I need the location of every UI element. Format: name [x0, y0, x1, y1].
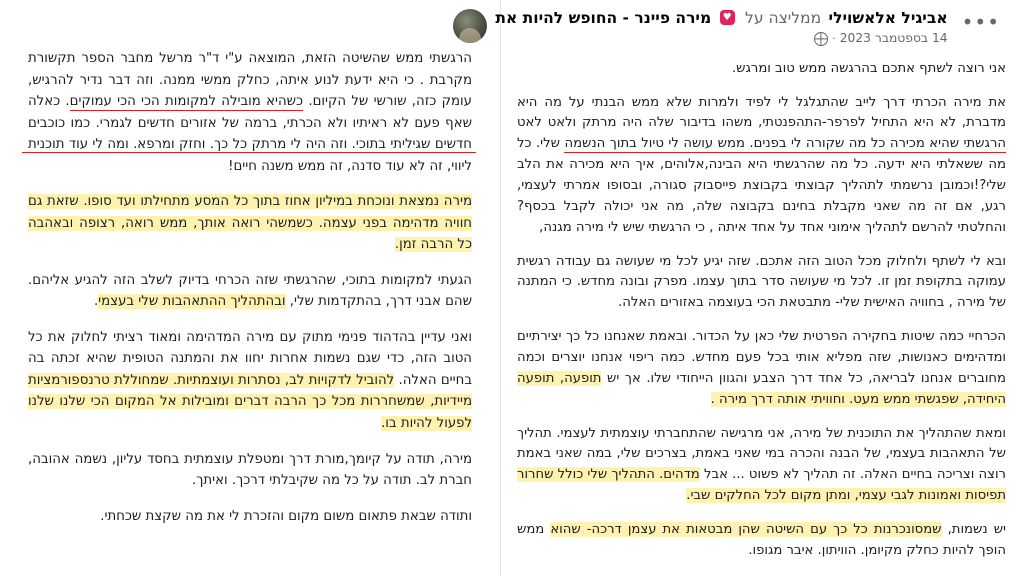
text-segment: . כאלה שאף פעם לא ראיתיו ולא הכרתי, ברמה של אזורים חדשים לגמרי. כמו כוכבים חדשים שגיליתי בתוכי. וזה היה לי מרתק כל כך. וחזק ומרפא. ומה לי עוד תוכנית ליווי, זה לא עוד סדנה, זה ממש משנה חיים!: [28, 94, 472, 174]
post-header-text: [495, 8, 947, 47]
text-segment: את מירה הכרתי דרך לייב שהתגלגל לי לפיד ולמרות שלא ממש הבנתי על מה היא מדברת, לא היא התחיל לפרפר-התהפנטתי, משהו בדיבור שלה היה מרתק ולאט לאט: [517, 94, 1006, 131]
text-segment: שלי. כל מה ששאלתי היא ידעה. כל מה שהרגשתי היא הבינה,אלוהים, איך היא מכירה את הלב שלי?!וכמובן נרשמתי לתהליך קבוצתי בקבוצת פייסבוק סגורה, ובסופו אמרתי לעצמי, רגע, אם זה מה שאני מקבלת בחינם בקבוצה שלה, מה אני יכולה לקבל בכסף? והחלטתי להרשם לתהליך אימוני אחד על אחד איתה , כי הרגשתי שיש לי מירה מגנה,: [517, 136, 1006, 235]
paragraph: [28, 270, 472, 313]
text-segment: מירה, תודה על קיומך,מורת דרך ומטפלת עוצמתית בחסד עליון, נשמה אהובה, חברת לב. תודה על כל מה שקיבלתי דרכך. ואיתך.: [28, 451, 472, 489]
paragraph: [28, 191, 472, 256]
text-segment: ואני עדיין בהדהוד פנימי מתוק עם מירה המדהימה ומאוד רציתי לחלוק את כל הטוב הזה, כדי שגם נשמות אחרות יחוו את והמתנה הטופית שהיא זכתה בה בחיים האלה.: [28, 329, 473, 388]
red-underlined-text: כשהיא מובילה למקומות הכי הכי עמוקים: [69, 94, 304, 110]
text-segment: הגעתי למקומות בתוכי, שהרגשתי שזה הכרחי בדיוק לשלב הזה להגיע אליהם. שהם אבני דרך, בהתקדמות שלי,: [28, 272, 472, 310]
paragraph: [517, 59, 1006, 80]
highlighted-text: מדהים. התהליך שלי כולל שחרור תפיסות ואמונות לגבי עצמי, ומתן מקום לכל החלקים שבי.: [517, 467, 1006, 504]
paragraph: [517, 93, 1006, 239]
text-segment: ותודה שבאת פתאום משום מקום והזכרת לי את מה שקצת שכחתי.: [100, 508, 472, 524]
text-segment: יש נשמות,: [941, 522, 1006, 538]
post-title-line: [495, 9, 947, 28]
text-segment: ובא לי לשתף ולחלוק מכל הטוב הזה אתכם. שזה יגיע לכל מי שעושה גם עבודה רגשית עמוקה בתקופת זמן זו. לכל מי שעושה סדר בתוך עצמו. מפרק ובונה מחדש. כי המתנה של מירה , בחוויה האישית שלי- מתבטאת הכי בעוצמה באזורים האלה.: [517, 253, 1006, 311]
social-post: [495, 0, 1024, 576]
paragraph: [28, 506, 472, 528]
text-segment: הרגשתי ממש שהשיטה הזאת, המוצאה ע"י ד"ר מרשל מחבר הספר תקשורת מקרבת . כי היא ידעת לנוע איתה, כחלק ממשי ממנה. וזה דבר נדיר להרגיש, עומק כזה, שורשי של הקיום.: [28, 51, 472, 110]
paragraph: [28, 327, 472, 435]
heart-badge-icon: [720, 10, 735, 25]
red-underlined-text: הרגשתי שהיא מכירה כל מה שקורה לי בפנים. ממש עושה לי טיול בתוך הנשמה: [564, 136, 1006, 152]
post-date[interactable]: 14 בספטמבר 2023: [839, 31, 948, 46]
document-left-page: [0, 0, 500, 576]
highlighted-text: מירה נמצאת ונוכחת במיליון אחוז בתוך כל המסע מתחילתו ועד סופו. שזאת גם חוויה מדהימה בפני עצמה. כשמשהי רואה אותך, ממש רואה, רצופה ובאהבה כל הרבה זמן.: [28, 194, 472, 253]
highlighted-text: להוביל לדקויות לב, נסתרות ועוצמתיות. שמחוללת טרנספורמציות מיידיות, שמשחררות מכל כך הרבה דברים ומובילות אל המקום הכי שלנו שלנו לפעול להיות בו.: [28, 372, 472, 431]
paragraph: [517, 520, 1006, 562]
highlighted-text: ובהתהליך ההתאהבות שלי בעצמי: [98, 294, 286, 310]
highlighted-text: תופעה, תופעה היחידה, שפגשתי ממש מעט. וחוויתי אותה דרך מירה .: [517, 370, 1006, 407]
text-segment: .: [93, 294, 99, 310]
text-segment: הכרחיי כמה שיטות בחקירה הפרטית שלי כאן על הכדור. ובאמת שאנחנו כל כך יצירתיים ומדהימים כאנושות, שזה מפליא אותי בכל פעם מחדש. כמה ריפוי אנחנו יוצרים וכמה מחוברים אנחנו לבריאה, כל אחד דרך הצבע והגוון הייחודי שלו. אך יש: [517, 329, 1006, 386]
text-segment: ומאת שהתהליך את התוכנית של מירה, אני מרגישה שהתחברתי עוצמתית לעצמי. תהליך של התאהבות בעצמי, של הבנה והכרה במי שאני באמת, בצרכים שלי, במה שאני באמת רוצה וצריכה בחיים האלה. זה תהליך לא פשוט ... אבל: [517, 425, 1006, 483]
highlighted-text: שמסונכרנות כל כך עם השיטה שהן מבטאות את עצמן דרכה- שהוא: [550, 522, 942, 538]
post-title-separator: ממליצה על: [745, 9, 822, 27]
paragraph: [28, 48, 472, 177]
post-body: [517, 59, 1006, 562]
paragraph: [517, 424, 1006, 507]
post-meta-line: [495, 31, 947, 46]
text-segment: אני רוצה לשתף אתכם בהרגשה ממש טוב ומרגש.: [731, 60, 1006, 76]
post-header: [495, 8, 1006, 49]
paragraph: [28, 449, 472, 492]
globe-icon[interactable]: [814, 32, 828, 46]
paragraph: [517, 327, 1006, 410]
post-author-name[interactable]: אביגיל אלאשוילי: [828, 9, 948, 27]
meta-separator-dot: ·: [832, 32, 836, 46]
red-underline-rule: [22, 152, 476, 153]
text-segment: ממש הופך להיות כחלק מקיומן. הוויתון. איבר מגופו.: [517, 522, 1006, 558]
more-options-icon[interactable]: •••: [961, 10, 1000, 34]
paragraph: [517, 252, 1006, 315]
post-group-name[interactable]: מירה פיינר - החופש להיות את: [495, 9, 712, 27]
